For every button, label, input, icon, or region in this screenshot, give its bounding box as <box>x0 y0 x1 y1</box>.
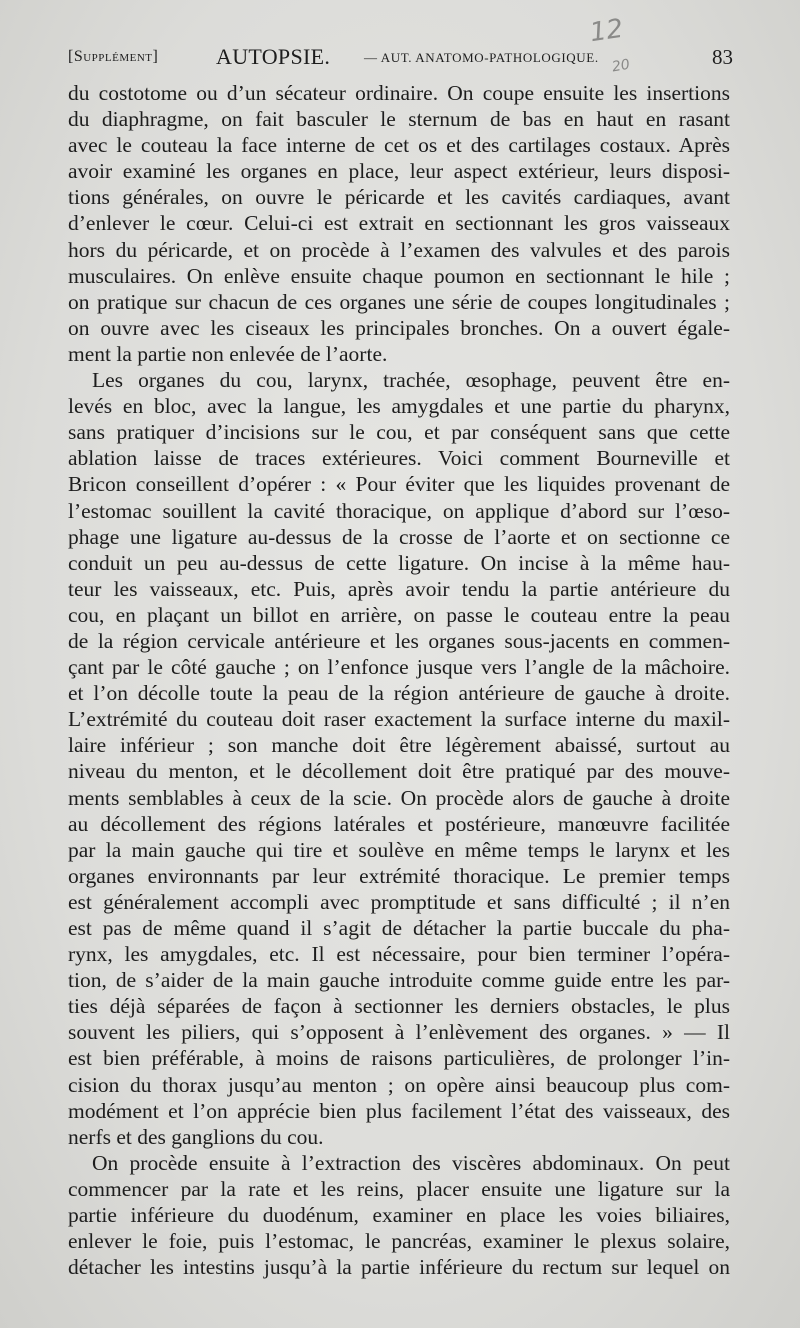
text-line: ablation laisse de traces extérieures. Voici comment Bourneville et <box>68 446 730 471</box>
text-line: tion, de s’aider de la main gauche introduite comme guide entre les par- <box>68 968 730 993</box>
section-label: [Supplément] <box>68 48 159 65</box>
text-line: teur les vaisseaux, etc. Puis, après avoir tendu la partie antérieure du <box>68 576 730 601</box>
text-line: par la main gauche qui tire et soulève en même temps le larynx et les <box>68 837 730 862</box>
body-text <box>68 80 730 1280</box>
text-line: ments semblables à ceux de la scie. On procède alors de gauche à droite <box>68 785 730 810</box>
text-line: l’estomac souillent la cavité thoracique, on applique d’abord sur l’œso- <box>68 498 730 523</box>
page-number: 83 <box>712 45 733 69</box>
text-line: laire inférieur ; son manche doit être légèrement abaissé, surtout au <box>68 733 730 758</box>
text-line: organes environnants par leur extrémité thoracique. Le premier temps <box>68 863 730 888</box>
text-line: niveau du menton, et le décollement doit être pratiqué par des mouve- <box>68 759 730 784</box>
text-line: du diaphragme, on fait basculer le sternum de bas en haut en rasant <box>68 107 730 132</box>
text-line: Les organes du cou, larynx, trachée, œsophage, peuvent être en- <box>92 368 730 393</box>
text-line: est bien préférable, à moins de raisons particulières, de prolonger l’in- <box>68 1046 730 1071</box>
text-line: musculaires. On enlève ensuite chaque poumon en sectionnant le hile ; <box>68 263 730 288</box>
text-line: conduit un peu au-dessus de cette ligature. On incise à la même hau- <box>68 550 730 575</box>
text-line: nerfs et des ganglions du cou. <box>68 1124 324 1149</box>
text-line: de la région cervicale antérieure et les organes sous-jacents en commen- <box>68 628 730 653</box>
text-line: hors du péricarde, et on procède à l’examen des valvules et des parois <box>68 237 730 262</box>
pencil-annotation-mark: 20 <box>610 56 632 76</box>
text-line: phage une ligature au-dessus de la crosse de l’aorte et on sectionne ce <box>68 524 730 549</box>
text-line: on pratique sur chacun de ces organes une série de coupes longitudinales ; <box>68 289 730 314</box>
text-line: est généralement accompli avec promptitude et sans difficulté ; il n’en <box>68 889 730 914</box>
text-line: çant par le côté gauche ; on l’enfonce jusque vers l’angle de la mâchoire. <box>68 655 730 680</box>
text-line: d’enlever le cœur. Celui-ci est extrait en sectionnant les gros vaisseaux <box>68 211 730 236</box>
text-line: tions générales, on ouvre le péricarde et les cavités cardiaques, avant <box>68 185 730 210</box>
text-line: enlever le foie, puis l’estomac, le pancréas, examiner le plexus solaire, <box>68 1229 730 1254</box>
text-line: levés en bloc, avec la langue, les amygdales et une partie du pharynx, <box>68 394 730 419</box>
chapter-subtitle: — AUT. ANATOMO-PATHOLOGIQUE. <box>364 50 599 65</box>
text-line: du costotome ou d’un sécateur ordinaire. On coupe ensuite les insertions <box>68 81 730 105</box>
text-line: modément et l’on apprécie bien plus facilement l’état des vaisseaux, des <box>68 1098 730 1123</box>
text-line: cou, en plaçant un billot en arrière, on passe le couteau entre la peau <box>68 602 730 627</box>
text-line: souvent les piliers, qui s’opposent à l’enlèvement des organes. » — Il <box>68 1020 730 1045</box>
text-line: ties déjà séparées de façon à sectionner les derniers obstacles, le plus <box>68 994 730 1019</box>
pencil-annotation-mark: 12 <box>588 13 626 49</box>
text-line: détacher les intestins jusqu’à la partie inférieure du rectum sur lequel on <box>68 1255 730 1280</box>
text-line: On procède ensuite à l’extraction des viscères abdominaux. On peut <box>92 1150 730 1175</box>
text-line: et l’on décolle toute la peau de la région antérieure de gauche à droite. <box>68 681 730 706</box>
text-line: ment la partie non enlevée de l’aorte. <box>68 341 388 366</box>
text-line: L’extrémité du couteau doit raser exactement la surface interne du maxil- <box>68 707 730 732</box>
text-line: commencer par la rate et les reins, placer ensuite une ligature sur la <box>68 1176 730 1201</box>
text-line: au décollement des régions latérales et postérieure, manœuvre facilitée <box>68 811 730 836</box>
chapter-title: AUTOPSIE. <box>216 44 331 69</box>
text-line: est pas de même quand il s’agit de détacher la partie buccale du pha- <box>68 916 730 940</box>
text-line: sans pratiquer d’incisions sur le cou, et par conséquent sans que cette <box>68 420 730 445</box>
running-header <box>68 44 733 74</box>
text-line: partie inférieure du duodénum, examiner en place les voies biliaires, <box>68 1203 730 1228</box>
text-line: on ouvre avec les ciseaux les principales bronches. On a ouvert égale- <box>68 315 730 340</box>
text-line: cision du thorax jusqu’au menton ; on opère ainsi beaucoup plus com- <box>68 1072 730 1097</box>
text-line: Bricon conseillent d’opérer : « Pour éviter que les liquides provenant de <box>68 472 730 497</box>
text-line: avec le couteau la face interne de cet os et des cartilages costaux. Après <box>68 133 730 158</box>
text-line: rynx, les amygdales, etc. Il est nécessaire, pour bien terminer l’opéra- <box>68 942 730 967</box>
text-line: avoir examiné les organes en place, leur aspect extérieur, leurs disposi- <box>68 159 730 184</box>
